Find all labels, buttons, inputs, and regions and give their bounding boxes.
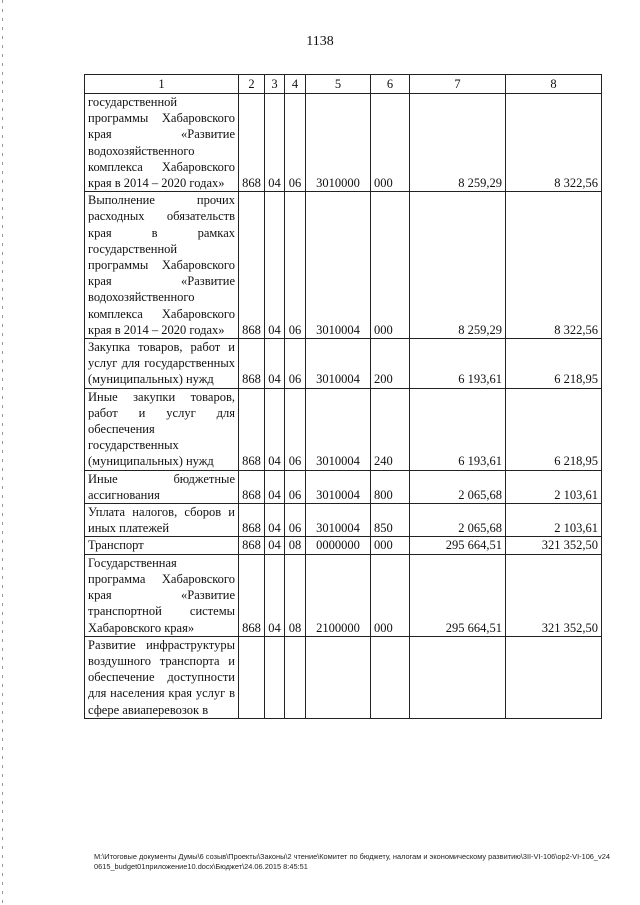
column-header: 6 [371,75,410,94]
target-article-cell: 3010004 [306,388,371,470]
column-header: 5 [306,75,371,94]
row-name-cell [85,94,239,192]
target-article-cell: 3010000 [306,94,371,192]
ministry-code-cell: 868 [239,192,265,339]
table-row [85,94,602,192]
table-row [85,192,602,339]
column-header: 4 [285,75,306,94]
expense-type-cell: 000 [371,554,410,636]
subsection-code-cell: 08 [285,537,306,554]
row-name-cell [85,192,239,339]
amount-cell: 8 259,29 [410,94,506,192]
table-row [85,339,602,389]
section-code-cell: 04 [265,388,285,470]
amount-cell: 2 103,61 [506,470,602,503]
ministry-code-cell: 868 [239,554,265,636]
amount-cell: 321 352,50 [506,554,602,636]
amount-cell: 2 065,68 [410,470,506,503]
ministry-code-cell: 868 [239,339,265,389]
subsection-code-cell: 08 [285,554,306,636]
amount-cell: 6 193,61 [410,388,506,470]
target-article-cell: 3010004 [306,192,371,339]
amount-cell [410,636,506,718]
section-code-cell: 04 [265,470,285,503]
section-code-cell: 04 [265,94,285,192]
row-name-text: Иные закупки товаров, работ и услуг для обеспечения государственных (муниципальных) нужд [88,389,235,469]
table-header-row [85,75,602,94]
column-header: 2 [239,75,265,94]
row-name-cell [85,388,239,470]
ministry-code-cell: 868 [239,504,265,537]
table-row [85,636,602,718]
amount-cell: 295 664,51 [410,537,506,554]
row-name-text: Уплата налогов, сборов и иных платежей [88,505,235,536]
row-name-cell [85,504,239,537]
amount-cell: 2 103,61 [506,504,602,537]
subsection-code-cell: 06 [285,339,306,389]
subsection-code-cell [285,636,306,718]
section-code-cell: 04 [265,554,285,636]
row-name-text: Государственная программа Хабаровского края «Развитие транспортной системы Хабаровского края» [88,555,235,635]
row-name-cell [85,537,239,554]
expense-type-cell: 850 [371,504,410,537]
expense-type-cell: 000 [371,94,410,192]
column-header: 8 [506,75,602,94]
row-name-cell [85,554,239,636]
section-code-cell: 04 [265,339,285,389]
target-article-cell: 3010004 [306,339,371,389]
amount-cell: 321 352,50 [506,537,602,554]
subsection-code-cell: 06 [285,504,306,537]
amount-cell: 6 193,61 [410,339,506,389]
expense-type-cell [371,636,410,718]
subsection-code-cell: 06 [285,388,306,470]
row-name-text: Транспорт [88,538,144,553]
expense-type-cell: 200 [371,339,410,389]
table-row [85,504,602,537]
section-code-cell: 04 [265,192,285,339]
subsection-code-cell: 06 [285,470,306,503]
section-code-cell: 04 [265,504,285,537]
target-article-cell: 2100000 [306,554,371,636]
amount-cell: 2 065,68 [410,504,506,537]
ministry-code-cell [239,636,265,718]
page-number: 1138 [306,34,334,49]
column-header: 1 [85,75,239,94]
table-body [85,94,602,719]
section-code-cell: 04 [265,537,285,554]
ministry-code-cell: 868 [239,537,265,554]
subsection-code-cell: 06 [285,192,306,339]
section-code-cell [265,636,285,718]
amount-cell: 8 322,56 [506,94,602,192]
expense-type-cell: 000 [371,192,410,339]
expense-type-cell: 240 [371,388,410,470]
target-article-cell: 0000000 [306,537,371,554]
amount-cell [506,636,602,718]
ministry-code-cell: 868 [239,94,265,192]
subsection-code-cell: 06 [285,94,306,192]
row-name-text: государственной программы Хабаровского края «Развитие водохозяйственного комплекса Хабаровского края в 2014 – 2020 годах» [88,95,235,191]
ministry-code-cell: 868 [239,388,265,470]
amount-cell: 6 218,95 [506,388,602,470]
row-name-cell [85,339,239,389]
expense-type-cell: 000 [371,537,410,554]
amount-cell: 6 218,95 [506,339,602,389]
budget-table [84,74,602,719]
scan-edge-marks [2,0,3,905]
target-article-cell [306,636,371,718]
expense-type-cell: 800 [371,470,410,503]
ministry-code-cell: 868 [239,470,265,503]
table-row [85,388,602,470]
row-name-text: Иные бюджетные ассигнования [88,471,235,502]
row-name-text: Развитие инфраструктуры воздушного транспорта и обеспечение доступности для населения края услуг в сфере авиаперевозок в [88,637,235,717]
column-header: 3 [265,75,285,94]
column-header: 7 [410,75,506,94]
table-row [85,554,602,636]
row-name-cell [85,636,239,718]
table-row [85,537,602,554]
amount-cell: 295 664,51 [410,554,506,636]
document-path-footer: M:\Итоговые документы Думы\6 созыв\Проекты\Законы\2 чтение\Комитет по бюджету, налогам и экономическому развитию\3II-VI-106\op2-VI-106_v240615_budget01приложение10.docx\Бюджет\24.06.2015 8:45:51 [94,852,610,871]
row-name-text: Закупка товаров, работ и услуг для государственных (муниципальных) нужд [88,340,235,387]
target-article-cell: 3010004 [306,504,371,537]
amount-cell: 8 259,29 [410,192,506,339]
target-article-cell: 3010004 [306,470,371,503]
row-name-text: Выполнение прочих расходных обязательств края в рамках государственной программы Хабаровского края «Развитие водохозяйственного комплекса Хабаровского края в 2014 – 2020 годах» [88,193,235,337]
table-row [85,470,602,503]
amount-cell: 8 322,56 [506,192,602,339]
row-name-cell [85,470,239,503]
